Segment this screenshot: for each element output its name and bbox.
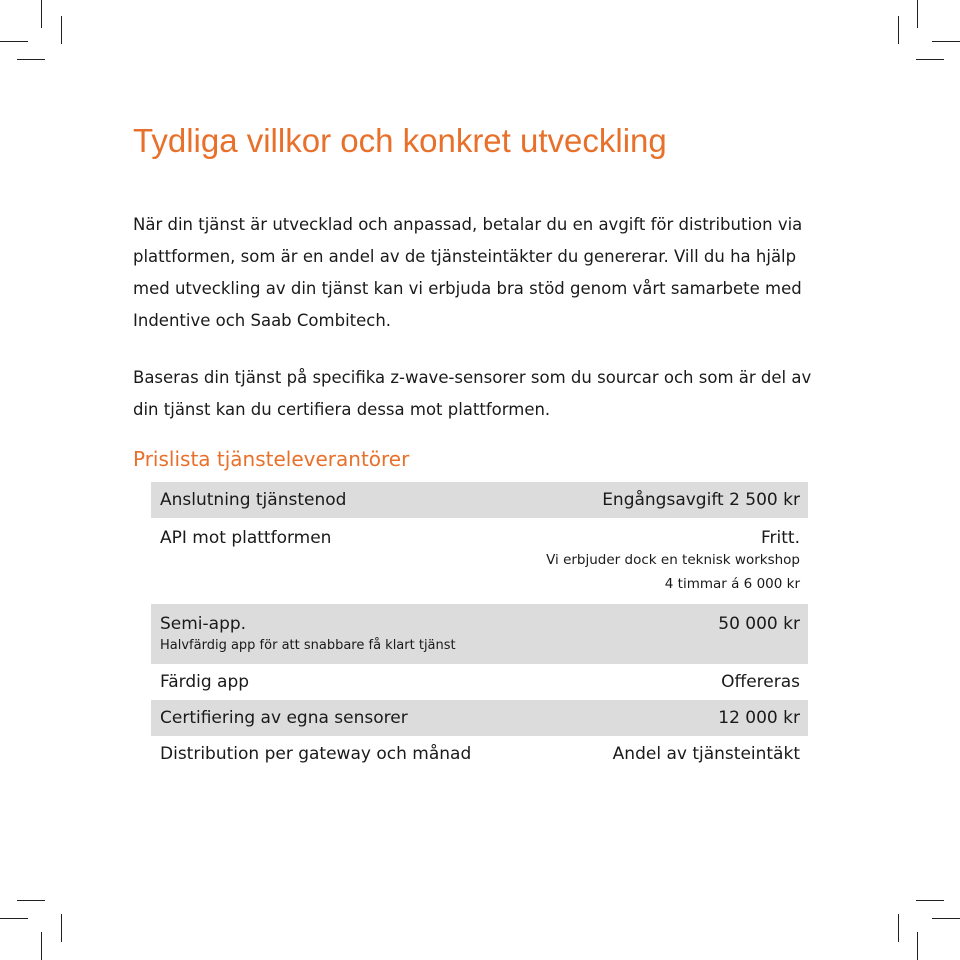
crop-mark	[61, 16, 62, 44]
crop-mark	[61, 914, 62, 942]
row-label: Färdig app	[160, 672, 250, 692]
table-row	[151, 518, 808, 604]
row-label: API mot plattformen	[160, 528, 332, 548]
row-price: Engångsavgift 2 500 kr	[602, 490, 800, 510]
price-table	[151, 482, 808, 772]
row-label-block	[160, 604, 456, 664]
row-price: 12 000 kr	[718, 708, 800, 728]
row-label-note: Halvfärdig app för att snabbare få klart tjänst	[160, 638, 456, 653]
certification-paragraph: Baseras din tjänst på specifika z-wave-sensorer som du sourcar och som är del av din tjänst kan du certifiera dessa mot plattformen.	[133, 368, 812, 419]
crop-mark	[932, 41, 960, 42]
table-row	[151, 700, 808, 736]
row-price-note: Vi erbjuder dock en teknisk workshop	[546, 552, 800, 568]
crop-mark	[0, 41, 28, 42]
crop-mark	[17, 59, 45, 60]
row-price: Andel av tjänsteintäkt	[612, 744, 800, 764]
crop-mark	[898, 16, 899, 44]
row-label: Distribution per gateway och månad	[160, 744, 472, 764]
crop-mark	[916, 59, 944, 60]
crop-mark	[41, 932, 42, 960]
row-price: 50 000 kr	[718, 614, 800, 634]
row-price: Fritt.	[761, 528, 800, 548]
crop-mark	[0, 918, 28, 919]
crop-mark	[41, 0, 42, 28]
crop-mark	[17, 900, 45, 901]
row-price-block	[546, 518, 800, 604]
row-label: Certifiering av egna sensorer	[160, 708, 408, 728]
table-row	[151, 736, 808, 772]
row-price: Offereras	[721, 672, 800, 692]
price-list-heading: Prislista tjänsteleverantörer	[133, 447, 410, 471]
crop-mark	[932, 918, 960, 919]
row-label: Semi-app.	[160, 614, 247, 634]
row-price-note: 4 timmar á 6 000 kr	[664, 576, 800, 592]
table-row	[151, 482, 808, 518]
table-row	[151, 664, 808, 700]
crop-mark	[917, 932, 918, 960]
crop-mark	[916, 900, 944, 901]
row-label: Anslutning tjänstenod	[160, 490, 347, 510]
crop-mark	[898, 914, 899, 942]
intro-paragraph: När din tjänst är utvecklad och anpassad, betalar du en avgift för distribution via plattformen, som är en andel av de tjänsteintäkter du genererar. Vill du ha hjälp med utveckling av din tjänst kan vi erbjuda bra stöd genom vårt samarbete med Indentive och Saab Combitech.	[133, 215, 803, 330]
crop-mark	[917, 0, 918, 28]
table-row	[151, 604, 808, 664]
page-title: Tydliga villkor och konkret utveckling	[133, 122, 667, 159]
